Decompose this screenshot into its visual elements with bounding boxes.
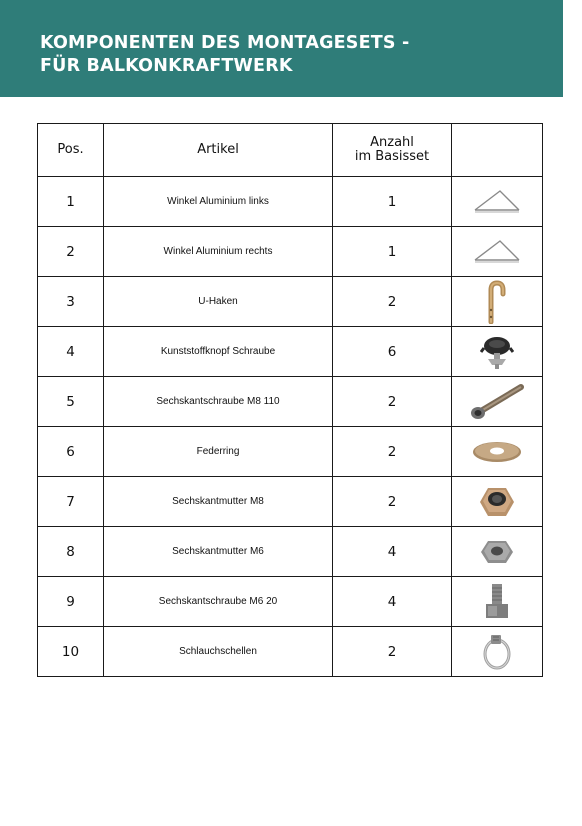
cell-article: Schlauchschellen bbox=[104, 627, 333, 677]
cell-quantity: 1 bbox=[333, 227, 452, 277]
cell-quantity: 6 bbox=[333, 327, 452, 377]
cell-pos: 6 bbox=[38, 427, 104, 477]
cell-pos: 3 bbox=[38, 277, 104, 327]
cell-image bbox=[452, 277, 543, 327]
cell-image bbox=[452, 327, 543, 377]
column-header-article: Artikel bbox=[104, 124, 333, 177]
table-row bbox=[38, 377, 543, 427]
hex-bolt-m6-icon bbox=[484, 582, 510, 622]
cell-image bbox=[452, 377, 543, 427]
aluminium-angle-left-icon bbox=[473, 188, 521, 216]
column-header-image bbox=[452, 124, 543, 177]
cell-quantity: 4 bbox=[333, 527, 452, 577]
cell-image bbox=[452, 477, 543, 527]
cell-quantity: 4 bbox=[333, 577, 452, 627]
table-row bbox=[38, 627, 543, 677]
cell-quantity: 2 bbox=[333, 477, 452, 527]
title-line-2: FÜR BALKONKRAFTWERK bbox=[40, 56, 293, 76]
cell-pos: 1 bbox=[38, 177, 104, 227]
column-header-quantity-line1: Anzahl bbox=[370, 135, 414, 150]
spring-washer-icon bbox=[471, 440, 523, 464]
cell-pos: 2 bbox=[38, 227, 104, 277]
u-hook-icon bbox=[485, 280, 509, 324]
cell-pos: 5 bbox=[38, 377, 104, 427]
cell-image bbox=[452, 177, 543, 227]
header-banner bbox=[0, 0, 563, 97]
column-header-pos: Pos. bbox=[38, 124, 104, 177]
cell-pos: 4 bbox=[38, 327, 104, 377]
cell-image bbox=[452, 427, 543, 477]
cell-quantity: 1 bbox=[333, 177, 452, 227]
cell-article: Sechskantschraube M6 20 bbox=[104, 577, 333, 627]
cell-article: Winkel Aluminium links bbox=[104, 177, 333, 227]
cell-article: U-Haken bbox=[104, 277, 333, 327]
cell-quantity: 2 bbox=[333, 427, 452, 477]
page-title bbox=[40, 32, 409, 78]
column-header-quantity-line2: im Basisset bbox=[354, 149, 430, 164]
cell-quantity: 2 bbox=[333, 627, 452, 677]
cell-article: Sechskantschraube M8 110 bbox=[104, 377, 333, 427]
cell-pos: 10 bbox=[38, 627, 104, 677]
cell-article: Kunststoffknopf Schraube bbox=[104, 327, 333, 377]
components-table bbox=[37, 123, 543, 677]
column-header-quantity bbox=[333, 124, 452, 177]
cell-image bbox=[452, 627, 543, 677]
title-line-1: KOMPONENTEN DES MONTAGESETS - bbox=[40, 33, 410, 53]
cell-quantity: 2 bbox=[333, 277, 452, 327]
table-row bbox=[38, 177, 543, 227]
table-row bbox=[38, 477, 543, 527]
cell-quantity: 2 bbox=[333, 377, 452, 427]
table-row bbox=[38, 427, 543, 477]
table-row bbox=[38, 277, 543, 327]
hose-clamp-icon bbox=[481, 632, 513, 672]
cell-pos: 8 bbox=[38, 527, 104, 577]
aluminium-angle-right-icon bbox=[473, 238, 521, 266]
cell-image bbox=[452, 527, 543, 577]
plastic-knob-screw-icon bbox=[480, 334, 514, 370]
cell-article: Sechskantmutter M6 bbox=[104, 527, 333, 577]
hex-nut-m8-icon bbox=[479, 485, 515, 519]
hex-nut-m6-icon bbox=[480, 538, 514, 566]
cell-article: Winkel Aluminium rechts bbox=[104, 227, 333, 277]
table-row bbox=[38, 577, 543, 627]
table-row bbox=[38, 327, 543, 377]
hex-bolt-m8-icon bbox=[469, 383, 525, 421]
cell-article: Federring bbox=[104, 427, 333, 477]
cell-pos: 9 bbox=[38, 577, 104, 627]
cell-article: Sechskantmutter M8 bbox=[104, 477, 333, 527]
cell-image bbox=[452, 227, 543, 277]
table-row bbox=[38, 527, 543, 577]
cell-pos: 7 bbox=[38, 477, 104, 527]
table-header-row bbox=[38, 124, 543, 177]
table-row bbox=[38, 227, 543, 277]
cell-image bbox=[452, 577, 543, 627]
